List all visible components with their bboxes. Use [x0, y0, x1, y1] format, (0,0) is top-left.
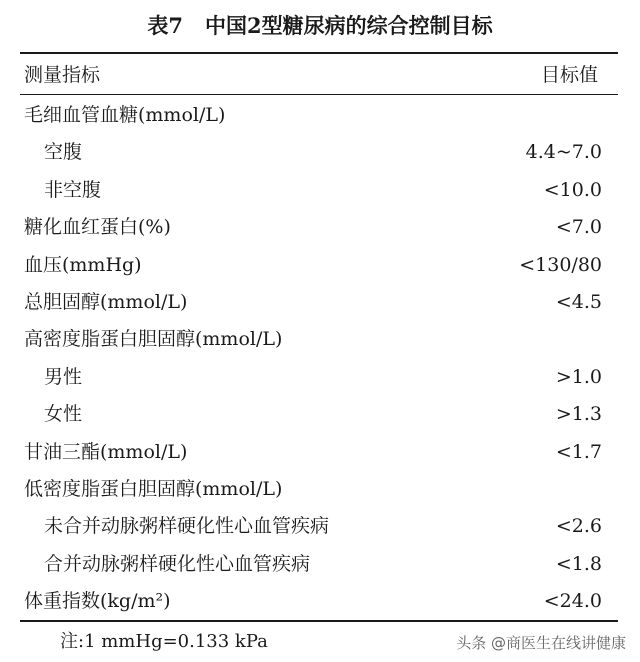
table-row — [0, 321, 640, 358]
row-item: 非空腹 — [44, 178, 102, 201]
row-value: <10.0 — [543, 178, 602, 201]
row-value: <2.6 — [555, 515, 602, 538]
row-value: <1.7 — [555, 440, 602, 463]
header-item: 测量指标 — [24, 64, 101, 86]
row-item: 低密度脂蛋白胆固醇(mmol/L) — [24, 477, 283, 500]
table-row — [0, 546, 640, 583]
table-row — [0, 97, 640, 134]
row-value: 4.4~7.0 — [525, 141, 602, 164]
header-rule — [20, 94, 618, 95]
table-row — [0, 284, 640, 321]
table-row — [0, 172, 640, 209]
row-value: <130/80 — [519, 253, 602, 276]
row-item: 甘油三酯(mmol/L) — [24, 440, 188, 463]
table-row — [0, 471, 640, 508]
row-item: 男性 — [44, 365, 83, 388]
table-header — [0, 58, 640, 92]
header-target: 目标值 — [540, 64, 598, 86]
table-title — [0, 12, 640, 40]
row-item: 合并动脉粥样硬化性心血管疾病 — [44, 552, 311, 575]
table-row — [0, 134, 640, 171]
row-value: >1.0 — [555, 365, 602, 388]
top-rule — [20, 52, 618, 54]
row-value: >1.3 — [555, 403, 602, 426]
row-item: 未合并动脉粥样硬化性心血管疾病 — [44, 515, 330, 538]
row-item: 糖化血红蛋白(%) — [24, 216, 171, 239]
table-note: 注:1 mmHg=0.133 kPa — [60, 631, 268, 652]
table-row — [0, 359, 640, 396]
table-row — [0, 508, 640, 545]
table-row — [0, 396, 640, 433]
row-value: <1.8 — [555, 552, 602, 575]
row-value: <7.0 — [555, 216, 602, 239]
row-item: 总胆固醇(mmol/L) — [24, 290, 188, 313]
row-item: 空腹 — [44, 141, 83, 164]
table-row — [0, 209, 640, 246]
row-item: 体重指数(kg/m²) — [24, 590, 171, 613]
row-item: 毛细血管血糖(mmol/L) — [24, 104, 226, 126]
table-row — [0, 434, 640, 471]
table-caption: 中国2型糖尿病的综合控制目标 — [205, 13, 493, 38]
bottom-rule — [20, 620, 618, 622]
watermark: 头条 @商医生在线讲健康 — [456, 634, 626, 652]
row-item: 血压(mmHg) — [24, 253, 142, 276]
table-number: 表7 — [147, 13, 183, 38]
table-body — [0, 97, 640, 620]
row-item: 高密度脂蛋白胆固醇(mmol/L) — [24, 328, 283, 351]
row-item: 女性 — [44, 403, 83, 426]
row-value: <4.5 — [555, 290, 602, 313]
table-row — [0, 247, 640, 284]
table-row — [0, 583, 640, 620]
row-value: <24.0 — [543, 590, 602, 613]
